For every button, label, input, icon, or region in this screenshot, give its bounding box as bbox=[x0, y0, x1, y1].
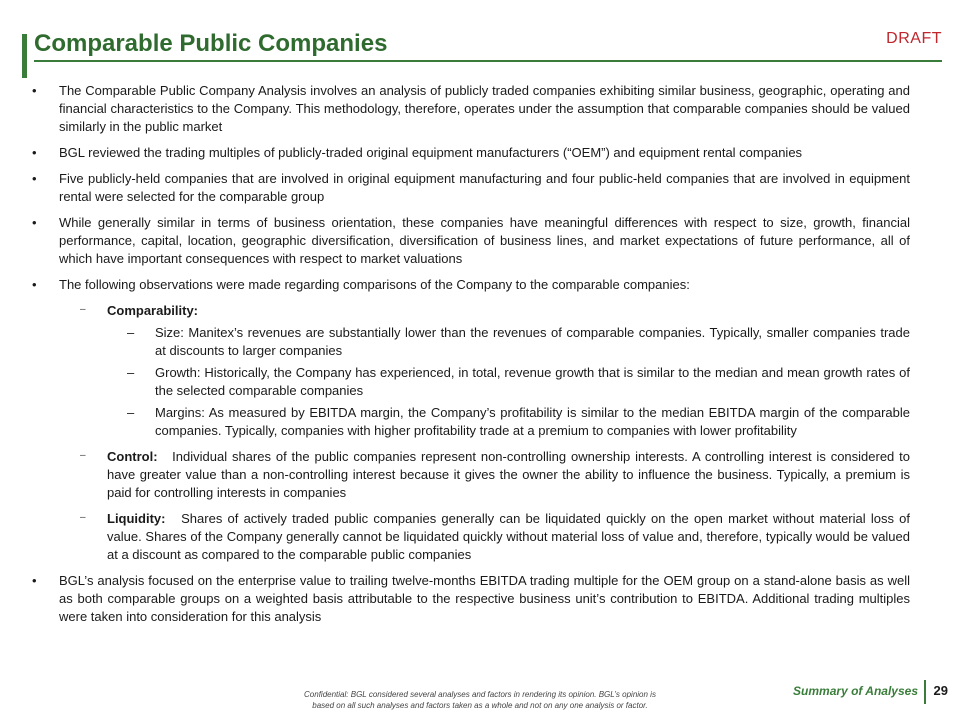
bullet-item bbox=[30, 572, 910, 626]
bullet-glyph: • bbox=[32, 171, 37, 186]
bullet-text: The Comparable Public Company Analysis involves an analysis of publicly traded companies exhibiting similar business, geographic, operating and financial characteristics to the Company. This methodology, therefore, operates under the assumption that comparable companies should be valued similarly in the public market bbox=[59, 83, 910, 134]
bullet-text: BGL reviewed the trading multiples of publicly-traded original equipment manufacturers (“OEM”) and equipment rental companies bbox=[59, 145, 803, 160]
comparability-item-margins bbox=[30, 404, 910, 440]
bullet-item bbox=[30, 144, 910, 162]
confidential-line-1: Confidential: BGL considered several analyses and factors in rendering its opinion. BGL’s opinion is bbox=[304, 690, 656, 699]
final-bullet-list bbox=[30, 572, 910, 626]
bullet-item bbox=[30, 170, 910, 206]
bullet-glyph: • bbox=[32, 145, 37, 160]
comparability-item-growth bbox=[30, 364, 910, 400]
bullet-text: Five publicly-held companies that are involved in original equipment manufacturing and four public-held companies that are involved in equipment rental were selected for the comparable group bbox=[59, 171, 910, 204]
observation-control bbox=[30, 448, 910, 502]
bullet-glyph: • bbox=[32, 573, 37, 588]
page-number-divider bbox=[924, 680, 926, 704]
observation-label: Control: bbox=[107, 449, 168, 464]
body-content bbox=[30, 82, 910, 634]
comparability-sublist bbox=[107, 324, 910, 440]
observation-label: Comparability: bbox=[107, 303, 206, 318]
item-text: Growth: Historically, the Company has experienced, in total, revenue growth that is similar to the median and mean growth rates of the selected comparable companies bbox=[155, 365, 910, 398]
page-number: 29 bbox=[933, 683, 948, 698]
draft-label: DRAFT bbox=[886, 30, 942, 47]
bullet-text: While generally similar in terms of business orientation, these companies have meaningful differences with respect to size, growth, financial performance, capital, location, geographic diversification, diversification of business lines, and market expectations of future performance, all of which have important consequences with respect to market valuations bbox=[59, 215, 910, 266]
comparability-item-size bbox=[30, 324, 910, 360]
confidential-note bbox=[280, 689, 680, 711]
bullet-glyph: • bbox=[32, 215, 37, 230]
dash-glyph: – bbox=[127, 365, 135, 380]
sub-bullet-glyph: – bbox=[80, 512, 86, 523]
title-accent-bar bbox=[22, 34, 27, 78]
dash-glyph: – bbox=[127, 325, 135, 340]
bullet-glyph: • bbox=[32, 277, 37, 292]
bullet-item bbox=[30, 214, 910, 268]
observation-liquidity bbox=[30, 510, 910, 564]
bullet-list bbox=[30, 82, 910, 294]
bullet-item bbox=[30, 276, 910, 294]
sub-bullet-glyph: – bbox=[80, 450, 86, 461]
bullet-text: The following observations were made regarding comparisons of the Company to the comparable companies: bbox=[59, 277, 690, 292]
bullet-text: BGL’s analysis focused on the enterprise value to trailing twelve-months EBITDA trading multiple for the OEM group on a stand-alone basis as well as both comparable groups on a weighted basis attributable to the respective business unit’s contribution to EBITDA. Additional trading multiples were taken into consideration for this analysis bbox=[59, 573, 910, 624]
item-text: Size: Manitex’s revenues are substantially lower than the revenues of comparable companies. Typically, smaller companies trade at discounts to larger companies bbox=[155, 325, 910, 358]
title-divider bbox=[34, 60, 942, 62]
sub-bullet-glyph: – bbox=[80, 304, 86, 315]
observation-text: Shares of actively traded public companies generally can be liquidated quickly on the open market without material loss of value. Shares of the Company generally cannot be liquidated quickly without material loss of value and, therefore, typically would be valued at a discount as compared to the comparable public companies bbox=[107, 511, 910, 562]
observations-list bbox=[30, 302, 910, 564]
confidential-line-2: based on all such analyses and factors taken as a whole and not on any one analysis or factor. bbox=[312, 701, 648, 710]
observation-label: Liquidity: bbox=[107, 511, 176, 526]
page-title: Comparable Public Companies bbox=[34, 30, 388, 57]
dash-glyph: – bbox=[127, 405, 135, 420]
item-text: Margins: As measured by EBITDA margin, the Company’s profitability is similar to the median EBITDA margin of the comparable companies. Typically, companies with higher profitability trade at a premium to companies with lower profitability bbox=[155, 405, 910, 438]
bullet-item bbox=[30, 82, 910, 136]
observation-comparability bbox=[30, 302, 910, 440]
section-name: Summary of Analyses bbox=[793, 684, 918, 698]
bullet-glyph: • bbox=[32, 83, 37, 98]
observation-text: Individual shares of the public companies represent non-controlling ownership interests. A controlling interest is considered to have greater value than a non-controlling interest because it gives the owner the ability to influence the business. Typically, a premium is paid for controlling interests in companies bbox=[107, 449, 910, 500]
